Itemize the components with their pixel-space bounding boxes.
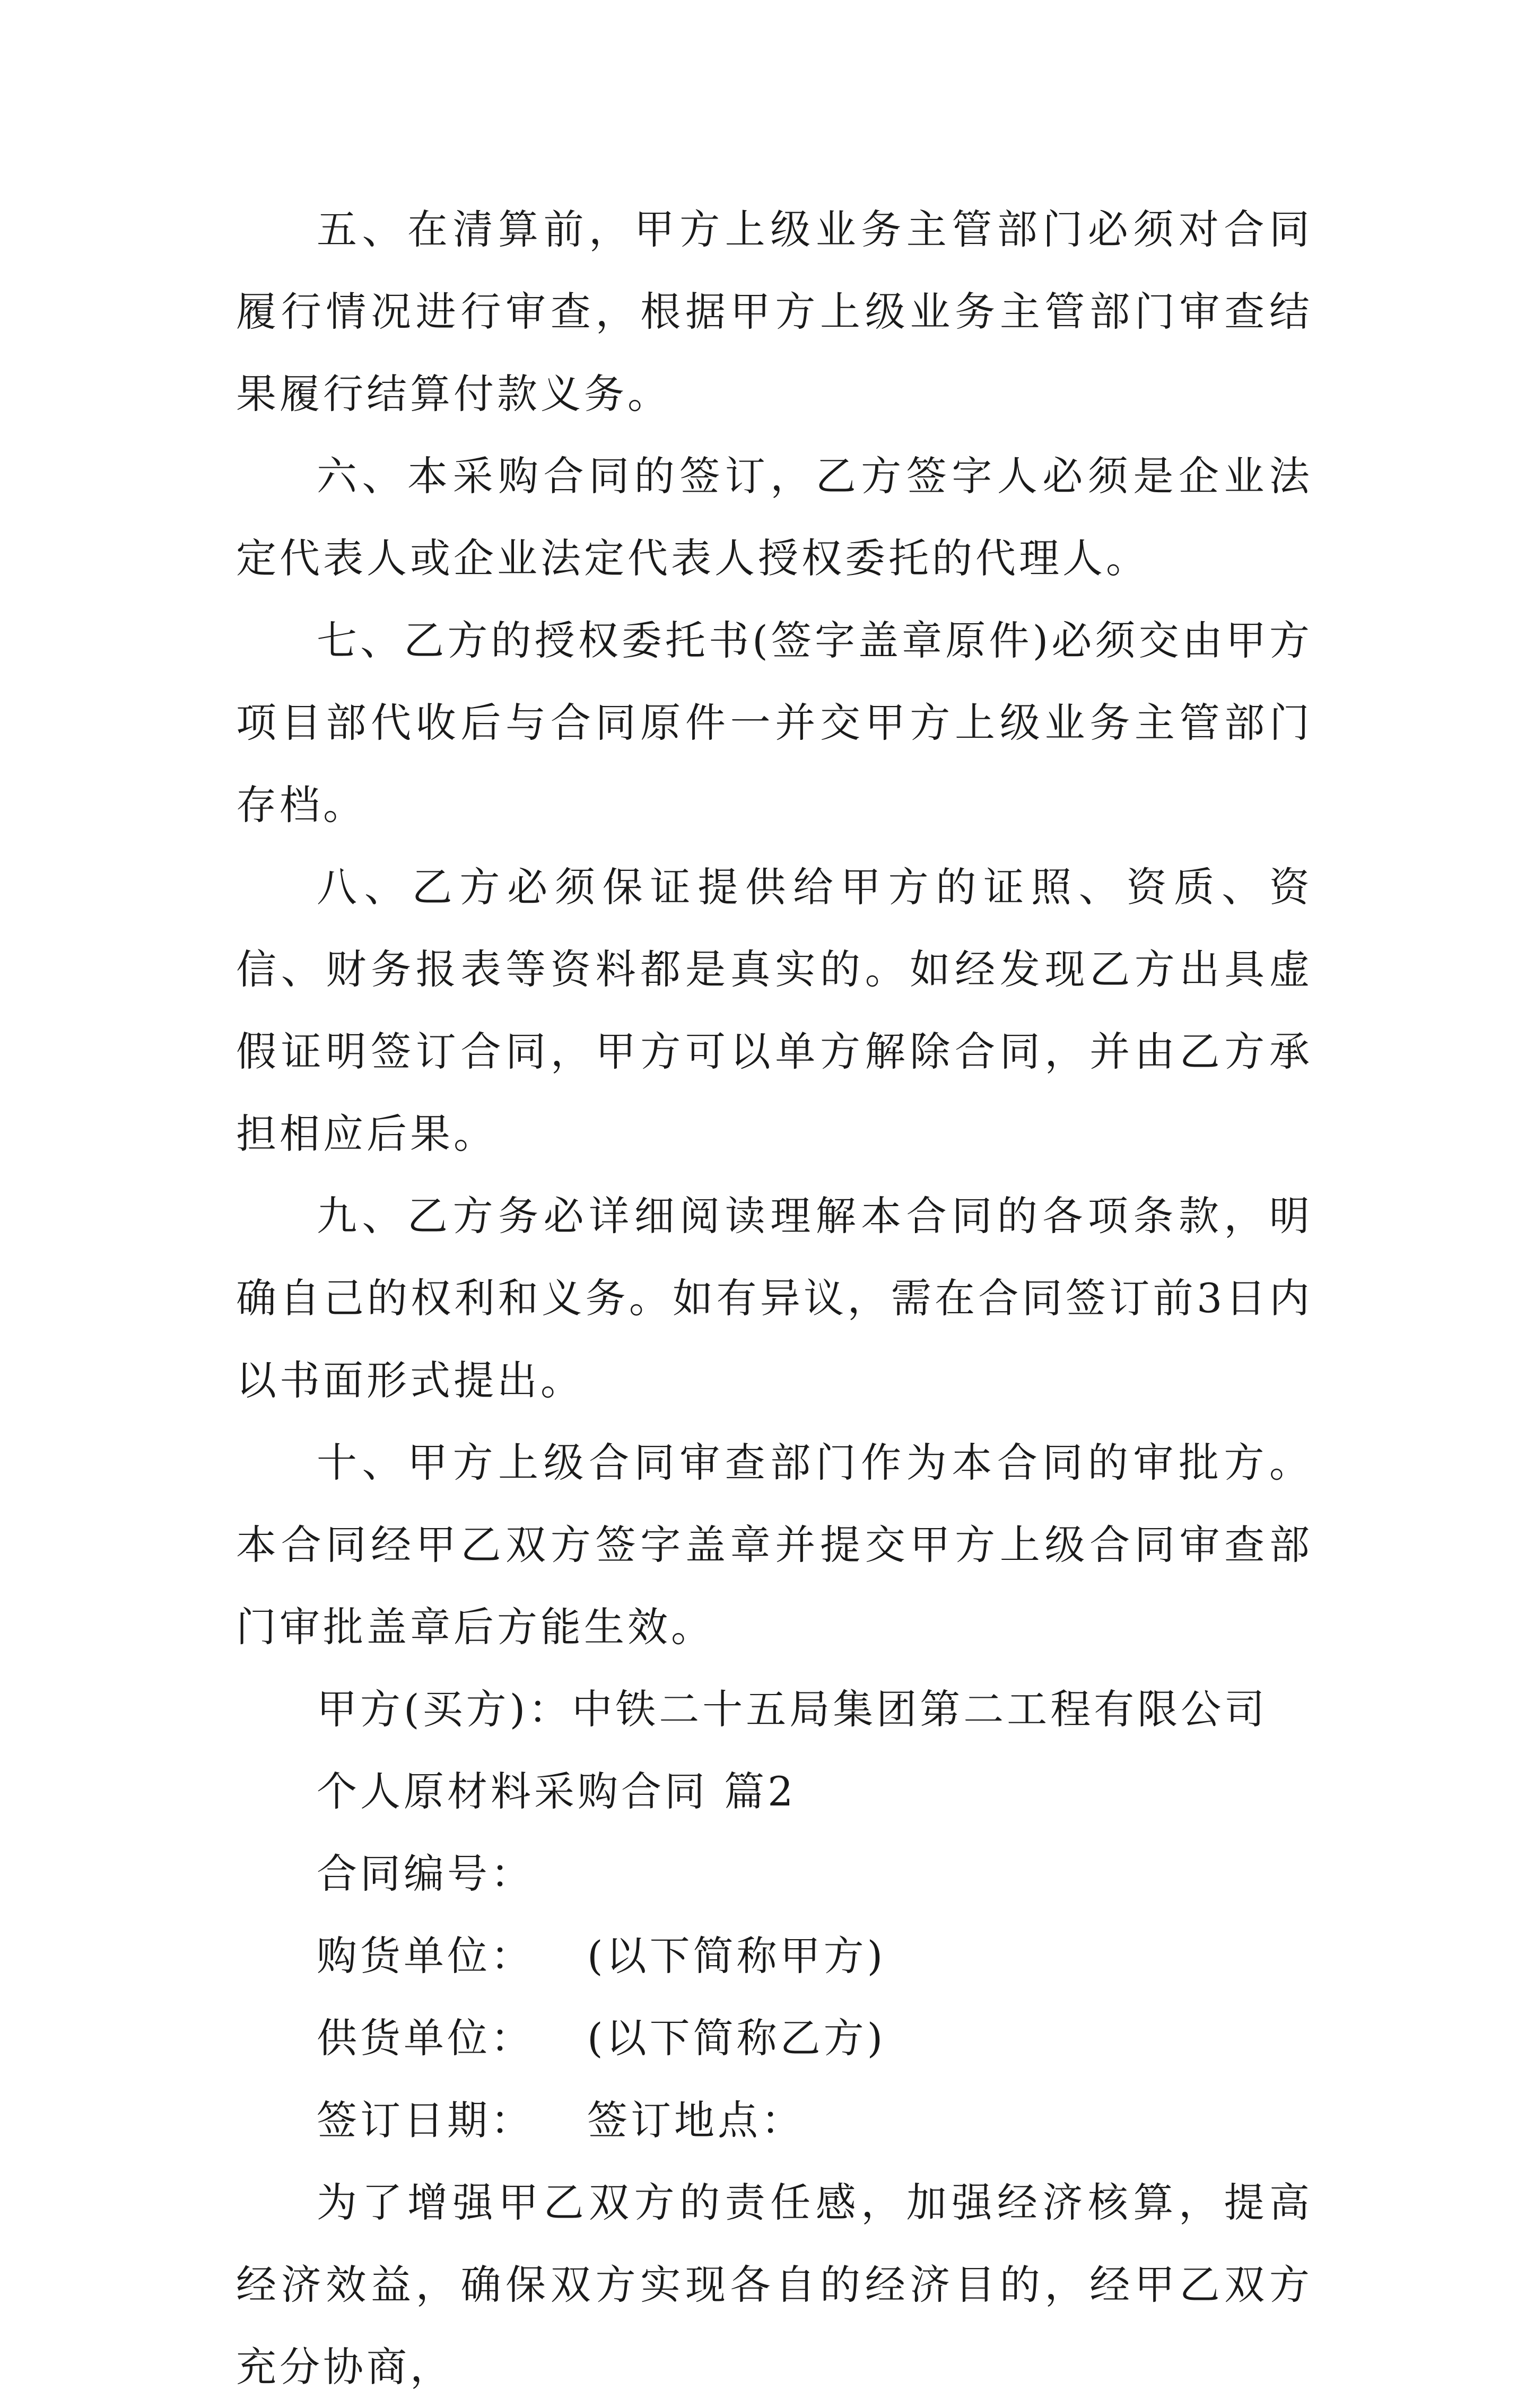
clause-8: 八、乙方必须保证提供给甲方的证照、资质、资信、财务报表等资料都是真实的。如经发现乙方出具虚假证明签订合同，甲方可以单方解除合同，并由乙方承担相应后果。 bbox=[236, 863, 1313, 1157]
seller-line bbox=[236, 1997, 1313, 2079]
clause-10: 十、甲方上级合同审查部门作为本合同的审批方。本合同经甲乙双方签字盖章并提交甲方上级合同审查部门审批盖章后方能生效。 bbox=[236, 1439, 1313, 1651]
sign-place-label: 签订地点： bbox=[587, 2097, 805, 2144]
seller-note: (以下简称乙方) bbox=[587, 2014, 886, 2062]
sign-date-label: 签订日期： bbox=[317, 2097, 534, 2144]
buyer-label: 购货单位： bbox=[317, 1932, 534, 1979]
clause-6: 六、本采购合同的签订，乙方签字人必须是企业法定代表人或企业法定代表人授权委托的代理人。 bbox=[236, 452, 1313, 582]
clause-7: 七、乙方的授权委托书(签字盖章原件)必须交由甲方项目部代收后与合同原件一并交甲方上级业务主管部门存档。 bbox=[236, 617, 1313, 828]
document-body bbox=[236, 188, 1313, 2408]
clause-5: 五、在清算前，甲方上级业务主管部门必须对合同履行情况进行审查，根据甲方上级业务主管部门审查结果履行结算付款义务。 bbox=[236, 206, 1313, 417]
buyer-line bbox=[236, 1915, 1313, 1997]
clause-9: 九、乙方务必详细阅读理解本合同的各项条款，明确自己的权利和义务。如有异议，需在合同签订前3日内以书面形式提出。 bbox=[236, 1192, 1313, 1404]
party-a-line: 甲方(买方)：中铁二十五局集团第二工程有限公司 bbox=[317, 1686, 1268, 1733]
contract-number-label: 合同编号： bbox=[317, 1850, 534, 1897]
intro-paragraph: 为了增强甲乙双方的责任感，加强经济核算，提高经济效益，确保双方实现各自的经济目的，经甲乙双方充分协商， bbox=[236, 2179, 1313, 2390]
section-title: 个人原材料采购合同 篇2 bbox=[317, 1768, 797, 1815]
buyer-note: (以下简称甲方) bbox=[587, 1932, 886, 1979]
seller-label: 供货单位： bbox=[317, 2014, 534, 2062]
sign-line bbox=[236, 2079, 1313, 2161]
